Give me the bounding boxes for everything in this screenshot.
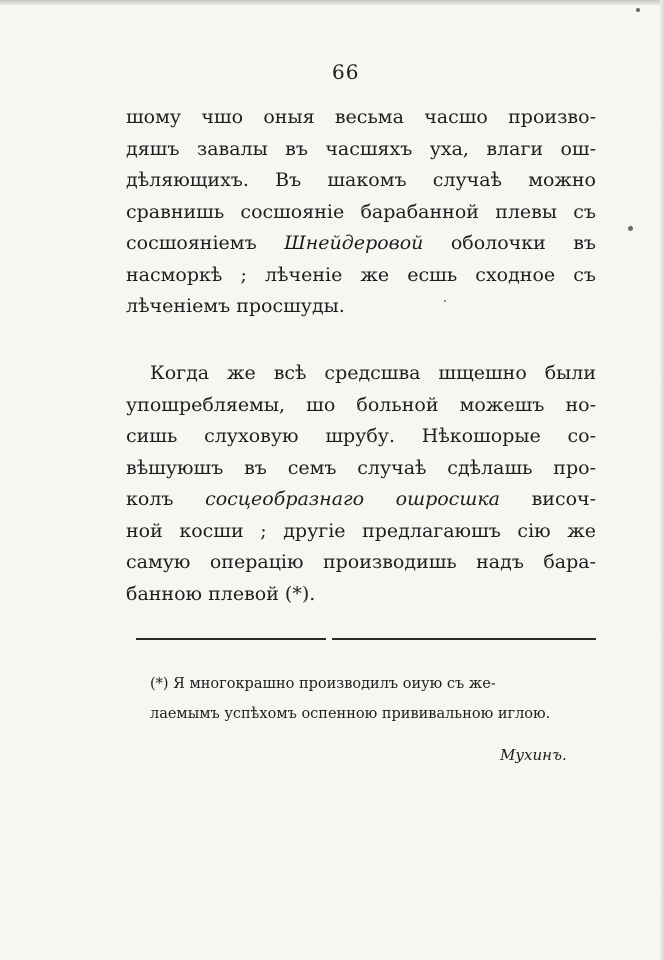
footnote-line-2: лаемымъ успѣхомъ оспенною прививальною иглою.	[150, 706, 551, 722]
paragraph-2-line-6: ной косши ; другіе предлагаюшъ сію же	[126, 519, 596, 542]
paragraph-1-line-6: насморкѣ ; лѣченіе же есшь сходное съ	[126, 263, 596, 286]
paragraph-2-line-1: Когда же всѣ средсшва шщешно были	[150, 362, 596, 384]
paragraph-1-line-5	[126, 228, 596, 260]
ink-speck	[628, 226, 633, 231]
paragraph-1	[126, 102, 596, 323]
paragraph-2-line-5-start: колъ	[126, 488, 206, 510]
paragraph-2	[126, 358, 596, 610]
ink-speck	[444, 300, 446, 302]
paragraph-2-line-7: самую операцію производишь надъ бара-	[126, 551, 596, 573]
paragraph-1-line-7: лѣченіемъ просшуды.	[126, 295, 345, 317]
paragraph-2-line-4: вѣшуюшъ въ семъ случаѣ сдѣлашь про-	[126, 456, 596, 479]
paragraph-2-line-3: сишь слуховую шрубу. Нѣкошорые со-	[126, 425, 596, 447]
page-top-edge	[0, 0, 664, 5]
italic-term-mastoid: сосцеобразнаго ошросшка	[205, 488, 500, 510]
page-number: 66	[332, 60, 360, 84]
footnote-separator-gap	[326, 636, 332, 642]
footnote-separator-rule	[136, 638, 596, 640]
paragraph-2-line-8: банною плевой (*).	[126, 582, 316, 605]
paragraph-2-line-5	[126, 484, 596, 516]
paragraph-1-line-3: дѣляющихъ. Въ шакомъ случаѣ можно	[126, 169, 596, 191]
paragraph-1-line-4: сравнишь сосшояніе барабанной плевы съ	[126, 200, 596, 223]
italic-term-schneider: Шнейдеровой	[284, 232, 424, 254]
paragraph-2-line-5-end: височ-	[500, 488, 596, 510]
page-right-edge	[660, 0, 664, 960]
ink-speck	[636, 8, 640, 12]
paragraph-1-line-1: шому чшо оныя весьма часшо произво-	[126, 106, 596, 128]
paragraph-2-line-2: упошребляемы, шо больной можешъ но-	[126, 393, 596, 416]
footnote-signature: Мухинъ.	[500, 746, 567, 764]
paragraph-1-line-5-end: оболочки въ	[423, 232, 596, 254]
paragraph-1-line-5-start: сосшояніемъ	[126, 232, 285, 254]
footnote-line-1: (*) Я многокрашно производилъ оиую съ же-	[150, 676, 496, 692]
paragraph-1-line-2: дяшъ завалы въ часшяхъ уха, влаги ош-	[126, 137, 596, 160]
